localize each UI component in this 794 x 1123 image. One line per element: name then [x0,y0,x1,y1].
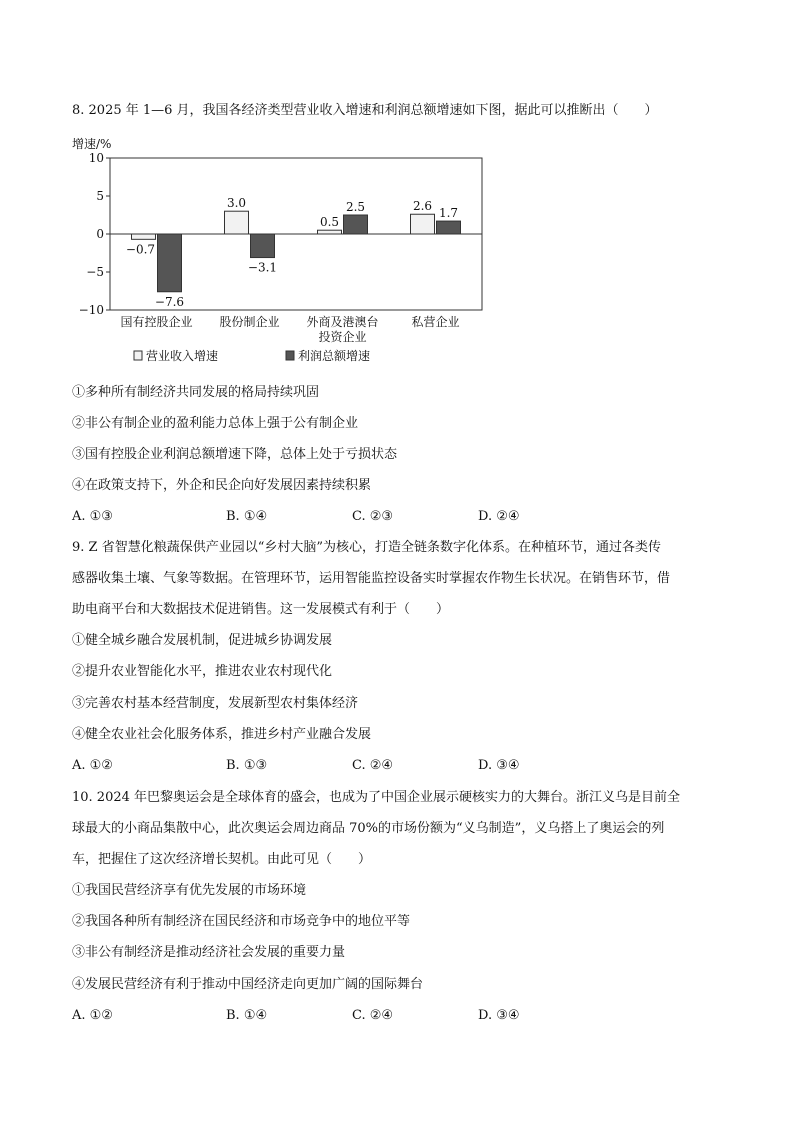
bar-profit [251,234,275,258]
data-label: 1.7 [438,206,459,221]
q10-statement-4: ④发展民营经济有利于推动中国经济走向更加广阔的国际舞台 [72,977,424,992]
bar-revenue [225,211,249,234]
q9-option-a[interactable]: A. ①② [72,758,113,773]
q9-stem-line-2: 感器收集土壤、气象等数据。在管理环节，运用智能监控设备实时掌握农作物生长状况。在销售环节，借 [72,571,671,586]
y-tick-label: −5 [86,265,104,279]
q10-statement-1: ①我国民营经济享有优先发展的市场环境 [72,883,307,898]
q10-option-b[interactable]: B. ①④ [226,1008,268,1023]
x-tick-label-line2: 投资企业 [318,330,367,344]
q9-option-b[interactable]: B. ①③ [226,758,268,773]
q10-option-c[interactable]: C. ②④ [352,1008,394,1023]
x-tick-label: 私营企业 [411,315,460,329]
q10-stem-line-1: 10. 2024 年巴黎奥运会是全球体育的盛会，也成为了中国企业展示硬核实力的大舞台。浙江义乌是目前全 [72,790,681,805]
q8-bar-chart [60,132,500,377]
data-label: −0.7 [125,242,156,257]
y-tick-label: 10 [88,151,104,165]
legend-swatch-profit [286,351,294,360]
data-label: 0.5 [319,215,340,230]
q10-options [72,1007,632,1025]
bar-profit [437,221,461,234]
q8-statement-2: ②非公有制企业的盈利能力总体上强于公有制企业 [72,416,359,431]
data-label: −7.6 [154,294,185,309]
q10-stem-line-2: 球最大的小商品集散中心，此次奥运会周边商品 70%的市场份额为“义乌制造”，义乌搭上了奥运会的列 [72,821,665,836]
y-axis-label: 增速/% [72,137,112,151]
q9-options [72,757,632,775]
q10-option-a[interactable]: A. ①② [72,1008,113,1023]
bar-revenue [132,234,156,239]
q10-option-d[interactable]: D. ③④ [478,1008,520,1023]
q9-statement-2: ②提升农业智能化水平，推进农业农村现代化 [72,664,333,679]
q8-stem: 8. 2025 年 1—6 月，我国各经济类型营业收入增速和利润总额增速如下图，据此可以推断出（ ） [72,103,658,118]
legend-label-profit: 利润总额增速 [298,349,371,363]
y-tick-label: −10 [78,303,104,317]
bar-profit [344,215,368,234]
q9-statement-3: ③完善农村基本经营制度，发展新型农村集体经济 [72,696,359,711]
data-label: 2.5 [345,200,366,214]
legend-label-revenue: 营业收入增速 [146,349,219,363]
q9-stem-line-3: 助电商平台和大数据技术促进销售。这一发展模式有利于（ ） [72,602,450,617]
data-label: −3.1 [247,260,278,275]
data-label: 2.6 [412,199,433,214]
x-tick-label: 股份制企业 [219,315,280,329]
data-label: 3.0 [226,196,247,211]
q8-statement-3: ③国有控股企业利润总额增速下降，总体上处于亏损状态 [72,447,398,462]
q10-stem-line-3: 车，把握住了这次经济增长契机。由此可见（ ） [72,852,372,867]
x-tick-label: 国有控股企业 [120,315,193,329]
legend-swatch-revenue [134,351,142,360]
x-tick-label: 外商及港澳台 [306,315,379,329]
q9-statement-4: ④健全农业社会化服务体系，推进乡村产业融合发展 [72,727,372,742]
bar-profit [158,234,182,292]
bar-revenue [411,214,435,234]
q10-statement-3: ③非公有制经济是推动经济社会发展的重要力量 [72,945,346,960]
q9-option-d[interactable]: D. ③④ [478,758,520,773]
q9-stem-line-1: 9. Z 省智慧化粮蔬保供产业园以“乡村大脑”为核心，打造全链条数字化体系。在种植环节，通过各类传 [72,540,661,555]
y-tick-label: 0 [96,227,104,241]
q9-statement-1: ①健全城乡融合发展机制，促进城乡协调发展 [72,633,333,648]
q8-option-d[interactable]: D. ②④ [478,509,520,524]
q8-options [72,508,632,526]
q10-statement-2: ②我国各种所有制经济在国民经济和市场竞争中的地位平等 [72,914,411,929]
q9-option-c[interactable]: C. ②④ [352,758,394,773]
q8-option-c[interactable]: C. ②③ [352,509,394,524]
q8-option-a[interactable]: A. ①③ [72,509,113,524]
q8-statement-4: ④在政策支持下，外企和民企向好发展因素持续积累 [72,478,372,493]
bar-revenue [318,230,342,234]
y-tick-label: 5 [96,189,104,203]
q8-statement-1: ①多种所有制经济共同发展的格局持续巩固 [72,385,320,400]
q8-option-b[interactable]: B. ①④ [226,509,268,524]
